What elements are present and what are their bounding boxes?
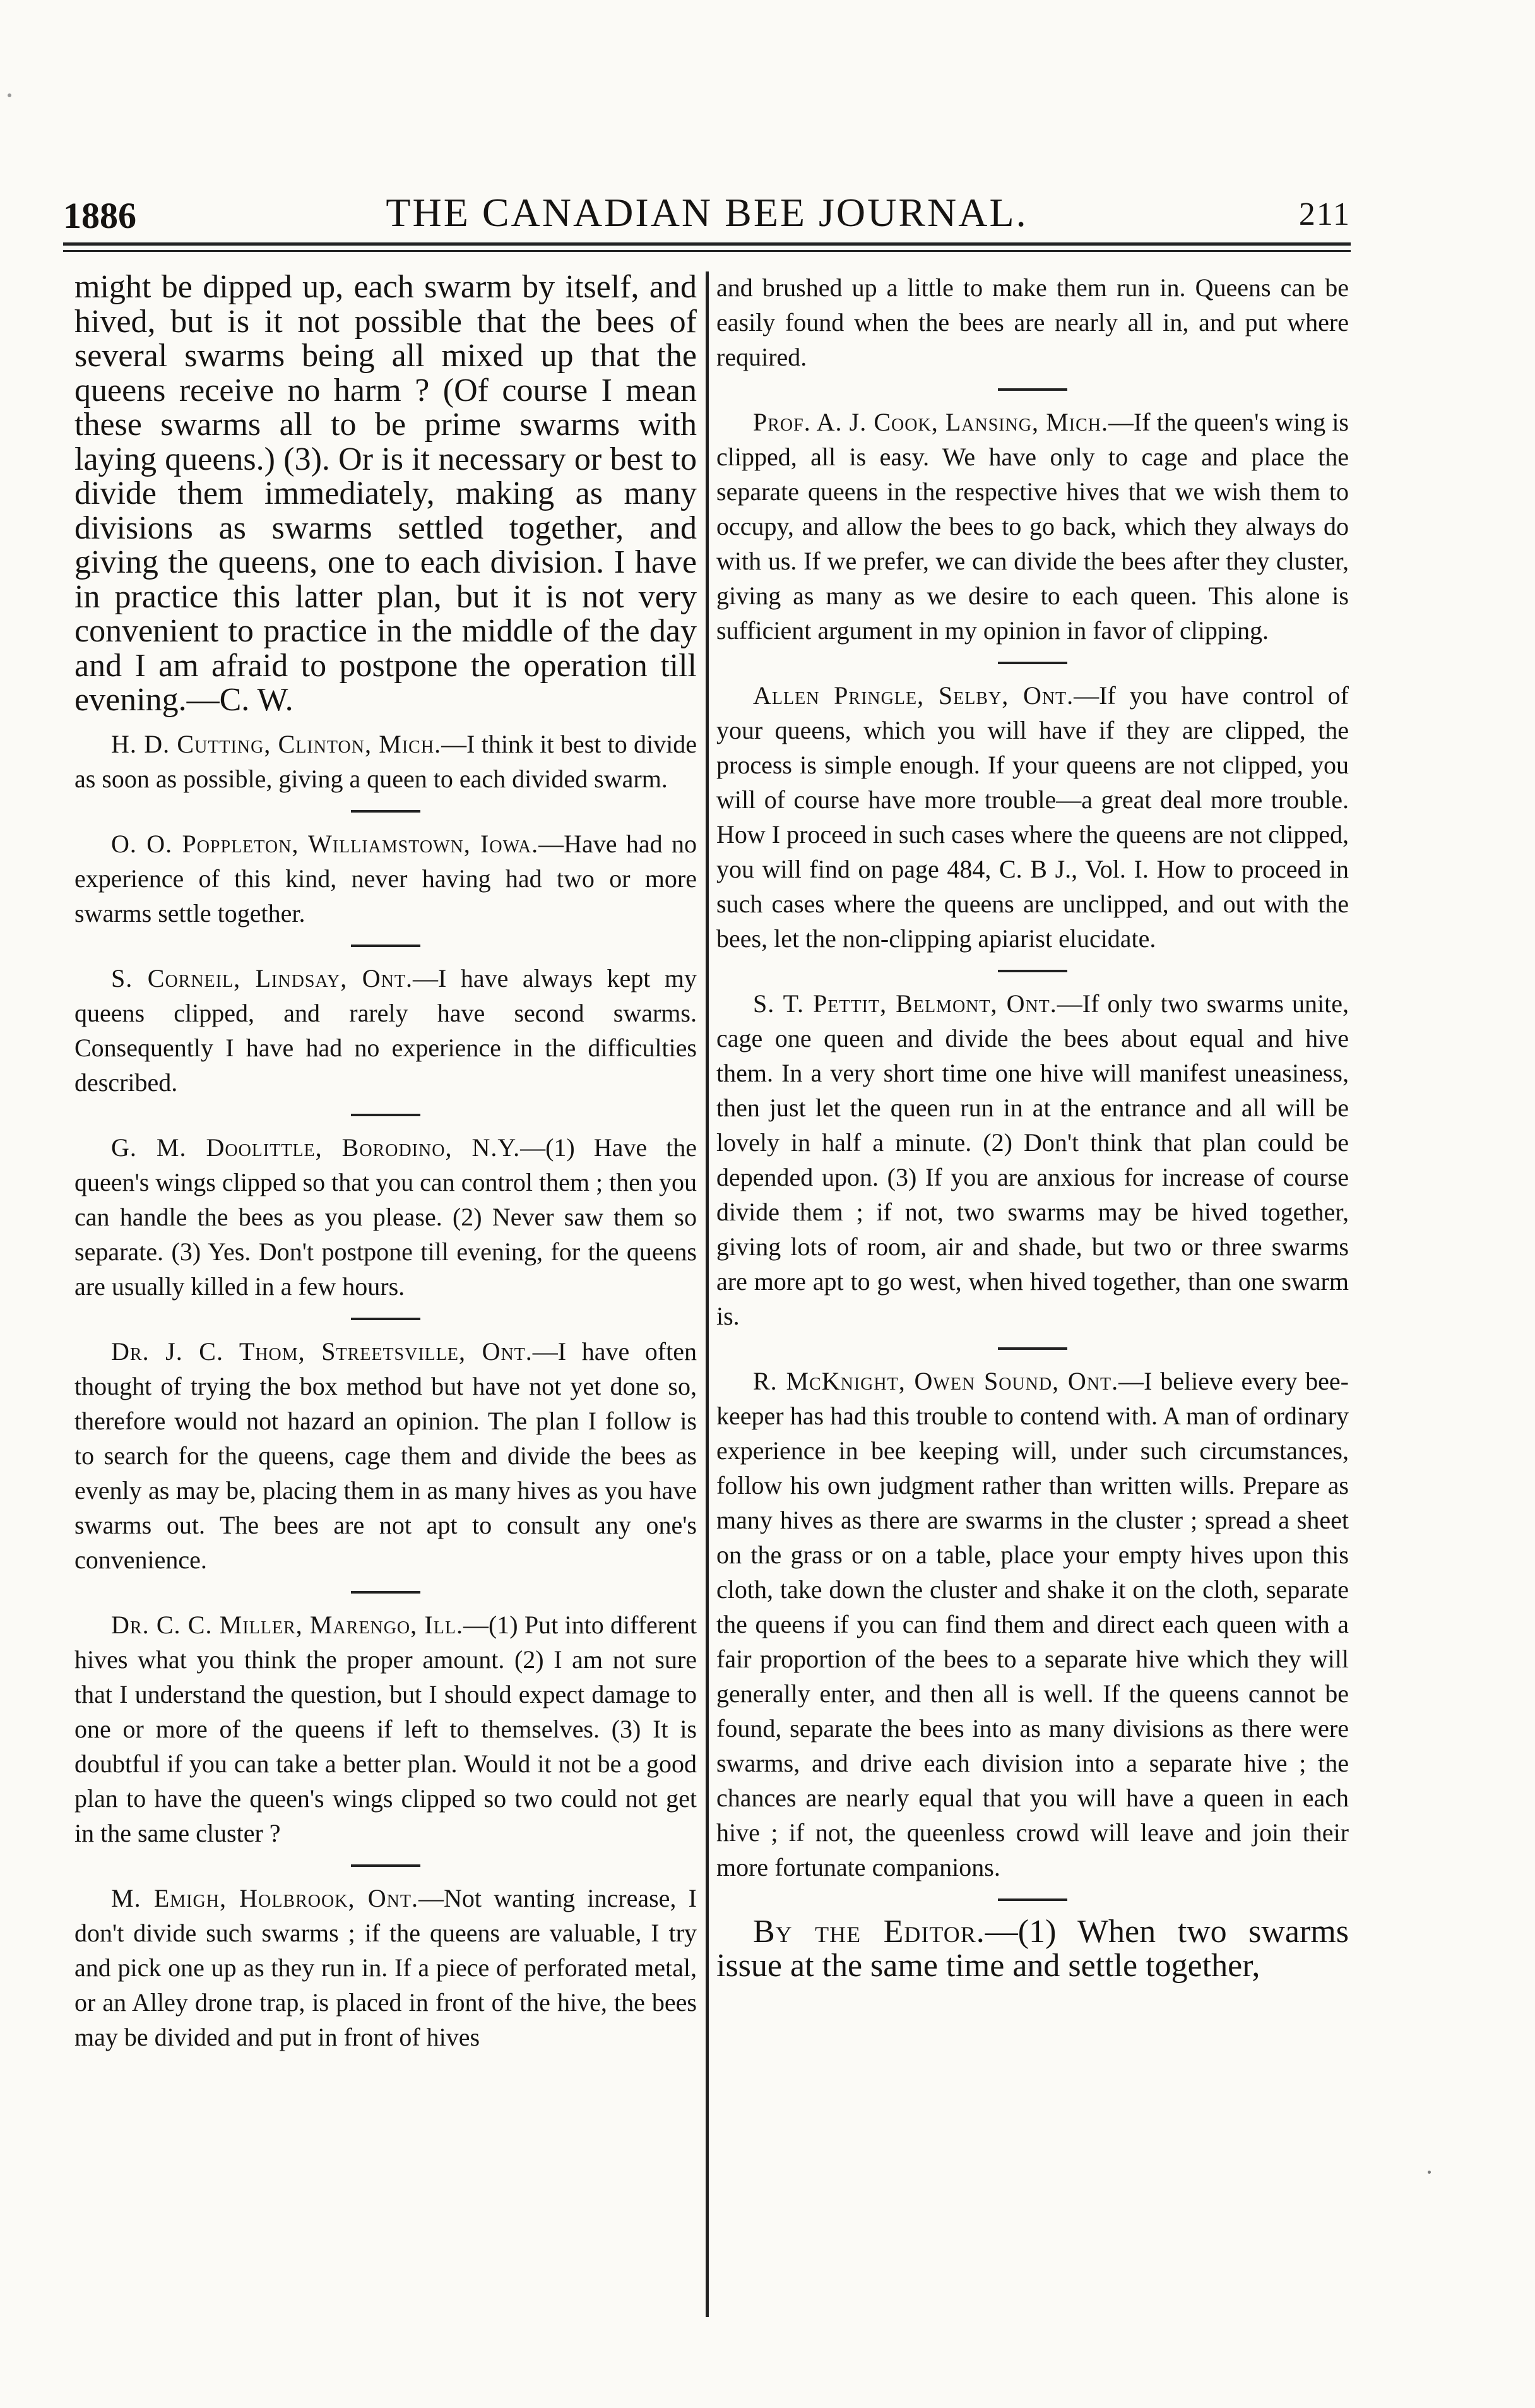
section-separator — [998, 1347, 1067, 1350]
column-divider — [706, 271, 709, 2317]
reply-author: M. Emigh, Holbrook, Ont. — [111, 1883, 418, 1912]
section-separator — [998, 1898, 1067, 1901]
running-header — [63, 189, 1351, 240]
section-separator — [351, 1591, 420, 1594]
journal-title: THE CANADIAN BEE JOURNAL. — [386, 190, 1028, 235]
reply — [716, 678, 1349, 956]
reply-text: —If only two swarms unite, cage one queen and divide the bees about equal and hive them. In a very short time one hive will manifest uneasiness, then just let the queen run in at the entrance and all will be lovely in half a minute. (2) Don't think that plan could be depended upon. (3) If you are anxious for increase of course divide them ; if not, two swarms may be hived together, giving lots of room, air and shade, but two or three swarms are more apt to go west, when hived together, than one swarm is. — [716, 989, 1349, 1330]
section-separator — [351, 1864, 420, 1867]
page-speck — [1428, 2171, 1431, 2174]
left-column — [74, 270, 697, 2054]
header-rule — [63, 242, 1351, 246]
reply-text: —I believe every bee-keeper has had this trouble to contend with. A man of ordinary experience in bee keeping will, under such circumstances, follow his own judgment rather than written wills. Prepare as many hives as there are swarms in the cluster ; spread a sheet on the grass or on a table, place your empty hives upon this cloth, take down the cluster and shake it on the cloth, separate the queens if you can find them and direct each queen with a fair proportion of the bees to a separate hive which they will generally enter, and then all is well. If the queens cannot be found, separate the bees into as many divisions as there were swarms, and drive each division into a separate hive ; the chances are nearly equal that you will have a queen in each hive ; if not, the queenless crowd will leave and join their more fortunate companions. — [716, 1367, 1349, 1881]
reply-author: Dr. C. C. Miller, Marengo, Ill. — [111, 1610, 463, 1639]
reply-text: —I think it best to divide as soon as possible, giving a queen to each divided swarm. — [74, 729, 697, 793]
reply-text: —(1) Put into different hives what you think the proper amount. (2) I am not sure that I understand the question, but I should expect damage to one or more of the queens if left to themselves. (3) It is doubtful if you can take a better plan. Would it not be a good plan to have the queen's wings clipped so two could not get in the same cluster ? — [74, 1610, 697, 1847]
reply — [74, 1334, 697, 1577]
reply-author: O. O. Poppleton, Williamstown, Iowa. — [111, 829, 539, 858]
reply — [74, 826, 697, 931]
right-column — [716, 270, 1349, 1983]
reply-author: S. T. Pettit, Belmont, Ont. — [753, 989, 1057, 1018]
reply — [716, 986, 1349, 1333]
reply-author: H. D. Cutting, Clinton, Mich. — [111, 729, 442, 758]
reply-text: —If the queen's wing is clipped, all is easy. We have only to cage and place the separate queens in the respective hives that we wish them to occupy, and allow the bees to go back, which they always do with us. If we prefer, we can divide the bees after they cluster, giving as many as we desire to each queen. This alone is sufficient argument in my opinion in favor of clipping. — [716, 408, 1349, 645]
reply-text: —(1) When two swarms issue at the same time and settle together, — [716, 1914, 1349, 1984]
section-separator — [998, 388, 1067, 391]
reply — [74, 1130, 697, 1304]
continuation-text: and brushed up a little to make them run in. Queens can be easily found when the bees are nearly all in, and put where required. — [716, 273, 1349, 371]
reply-text: —(1) Have the queen's wings clipped so that you can control them ; then you can handle the bees as you please. (2) Never saw them so separate. (3) Yes. Don't postpone till evening, for the queens are usually killed in a few hours. — [74, 1133, 697, 1301]
reply — [74, 1607, 697, 1851]
section-separator — [351, 1318, 420, 1320]
reply-text: —I have often thought of trying the box method but have not yet done so, therefore would not hazard an opinion. The plan I follow is to search for the queens, cage them and divide the bees as evenly as may be, placing them in as many hives as you have swarms out. The bees are not apt to consult any one's convenience. — [74, 1337, 697, 1574]
reply-text: —Not wanting increase, I don't divide such swarms ; if the queens are valuable, I try and pick one up as they run in. If a piece of perforated metal, or an Alley drone trap, is placed in front of the hive, the bees may be divided and put in front of hives — [74, 1883, 697, 2051]
reply-text: —Have had no experience of this kind, never having had two or more swarms settle together. — [74, 829, 697, 927]
reply-author: Allen Pringle, Selby, Ont. — [753, 681, 1074, 710]
section-separator — [998, 970, 1067, 972]
reply — [74, 961, 697, 1100]
editor-reply — [716, 1915, 1349, 1983]
reply-author: R. McKnight, Owen Sound, Ont. — [753, 1367, 1119, 1395]
reply-author: By the Editor. — [753, 1914, 985, 1950]
page-number: 211 — [1298, 196, 1351, 232]
reply-author: G. M. Doolittle, Borodino, N.Y. — [111, 1133, 521, 1162]
section-separator — [351, 810, 420, 813]
reply — [74, 727, 697, 796]
section-separator — [998, 662, 1067, 664]
question-text: might be dipped up, each swarm by itself, and hived, but is it not possible that the bees of several swarms being all mixed up that the queens receive no harm ? (Of course I mean these swarms all to be prime swarms with laying queens.) (3). Or is it necessary or best to divide them immediately, making as many divisions as swarms settled together, and giving the queens, one to each division. I have in practice this latter plan, but it is not very convenient to practice in the middle of the day and I am afraid to postpone the operation till evening.—C. W. — [74, 269, 697, 718]
reply-author: Prof. A. J. Cook, Lansing, Mich. — [753, 408, 1108, 436]
header-year: 1886 — [63, 195, 136, 236]
reply — [74, 1881, 697, 2054]
header-rule — [63, 250, 1351, 252]
reply-author: S. Corneil, Lindsay, Ont. — [111, 963, 413, 992]
reply — [716, 405, 1349, 648]
section-separator — [351, 945, 420, 947]
section-separator — [351, 1114, 420, 1116]
reply-text: —If you have control of your queens, which you will have if they are clipped, the process is simple enough. If your queens are not clipped, you will of course have more trouble—a great deal more trouble. How I proceed in such cases where the queens are not clipped, you will find on page 484, C. B J., Vol. I. How to proceed in such cases where the queens are unclipped, and out with the bees, let the non-clipping apiarist elucidate. — [716, 681, 1349, 953]
page-speck — [8, 93, 11, 97]
reply-text: —I have always kept my queens clipped, and rarely have second swarms. Consequently I have had no experience in the difficulties described. — [74, 963, 697, 1097]
reply — [716, 1364, 1349, 1885]
reply-author: Dr. J. C. Thom, Streetsville, Ont. — [111, 1337, 533, 1366]
